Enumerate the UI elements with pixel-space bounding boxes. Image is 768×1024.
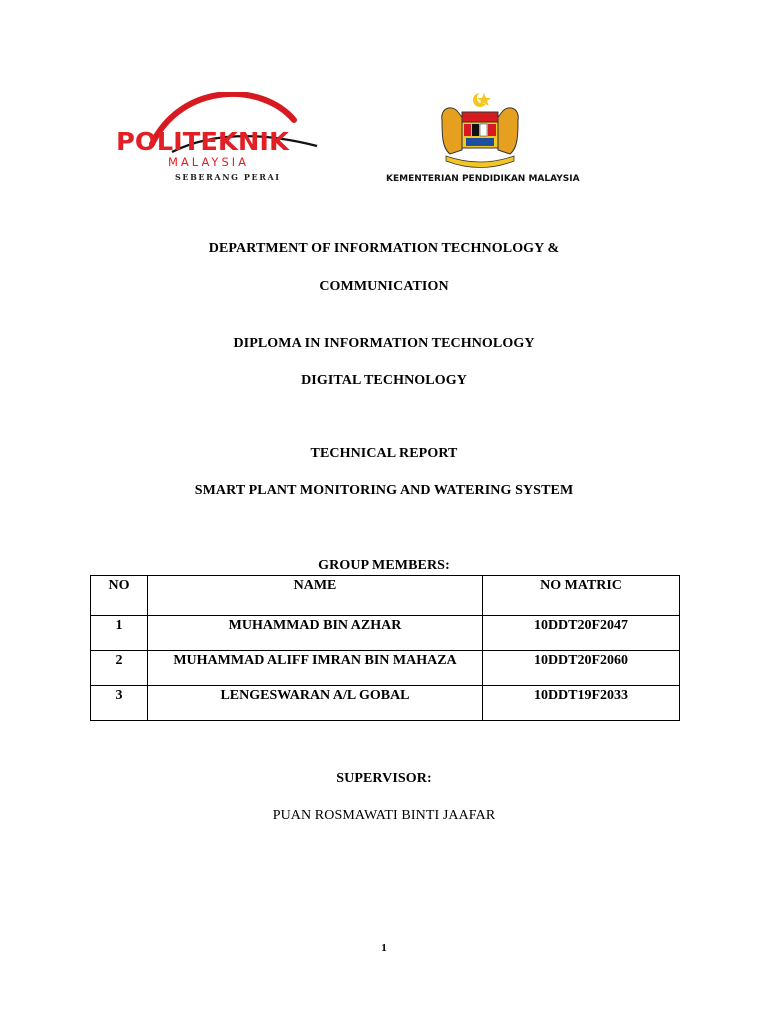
politeknik-campus: SEBERANG PERAI	[175, 172, 281, 182]
member-matric: 10DDT19F2033	[483, 686, 680, 721]
ministry-logo	[380, 90, 580, 190]
politeknik-country: MALAYSIA	[168, 155, 250, 169]
table-row	[91, 686, 680, 721]
report-title: SMART PLANT MONITORING AND WATERING SYSTEM	[194, 483, 574, 498]
table-row	[91, 616, 680, 651]
column-header-matric: NO MATRIC	[483, 576, 680, 616]
group-members-heading: GROUP MEMBERS:	[318, 558, 450, 573]
page-number: 1	[381, 942, 387, 954]
member-matric: 10DDT20F2060	[483, 651, 680, 686]
table-header-row	[91, 576, 680, 616]
report-type: TECHNICAL REPORT	[310, 446, 458, 461]
specialization-title: DIGITAL TECHNOLOGY	[301, 373, 467, 388]
member-name: MUHAMMAD BIN AZHAR	[148, 616, 483, 651]
member-no: 2	[91, 651, 148, 686]
diploma-title: DIPLOMA IN INFORMATION TECHNOLOGY	[233, 336, 535, 351]
column-header-name: NAME	[148, 576, 483, 616]
column-header-no: NO	[91, 576, 148, 616]
coat-of-arms-icon	[380, 90, 580, 174]
member-name: MUHAMMAD ALIFF IMRAN BIN MAHAZA	[148, 651, 483, 686]
member-name: LENGESWARAN A/L GOBAL	[148, 686, 483, 721]
politeknik-wordmark: POLITEKNIK	[116, 127, 289, 156]
group-members-table	[90, 575, 680, 721]
member-no: 3	[91, 686, 148, 721]
politeknik-logo	[112, 92, 332, 187]
supervisor-heading: SUPERVISOR:	[336, 771, 432, 786]
department-line-1: DEPARTMENT OF INFORMATION TECHNOLOGY &	[208, 241, 560, 256]
department-line-2: COMMUNICATION	[319, 279, 449, 294]
member-no: 1	[91, 616, 148, 651]
member-matric: 10DDT20F2047	[483, 616, 680, 651]
table-row	[91, 651, 680, 686]
ministry-label: KEMENTERIAN PENDIDIKAN MALAYSIA	[386, 174, 580, 184]
supervisor-name: PUAN ROSMAWATI BINTI JAAFAR	[272, 808, 496, 823]
